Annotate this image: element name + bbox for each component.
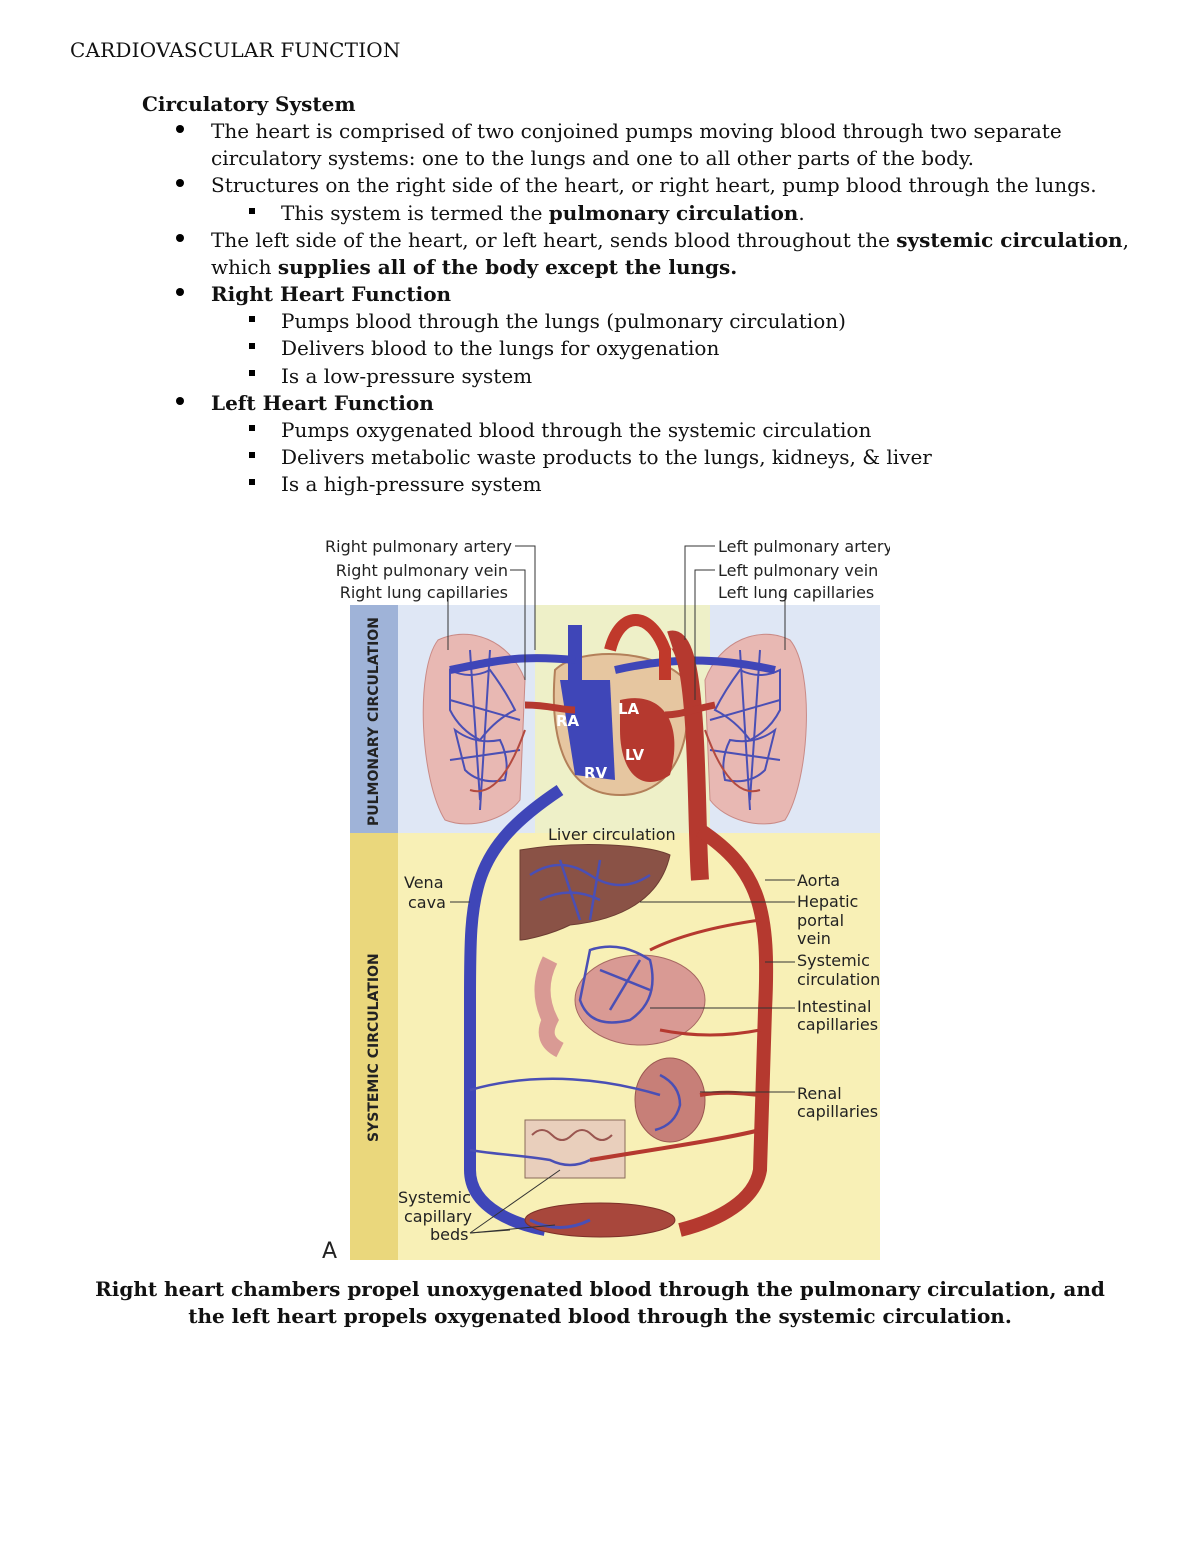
- bullet-3-line-1: The left side of the heart, or left heart, sends blood throughout the systemic circulation,: [211, 228, 1129, 252]
- left-heart-item: Delivers metabolic waste products to the lungs, kidneys, & liver: [281, 445, 932, 469]
- left-heart-heading: Left Heart Function: [211, 391, 434, 415]
- label-left-lung-capillaries: Left lung capillaries: [718, 583, 875, 602]
- bullet-2-sub: This system is termed the pulmonary circulation.: [281, 201, 805, 225]
- right-heart-item: Is a low-pressure system: [281, 364, 533, 388]
- bullet-2: Structures on the right side of the heart, or right heart, pump blood through the lungs.: [211, 173, 1097, 197]
- label-right-pulmonary-artery: Right pulmonary artery: [325, 537, 512, 556]
- left-heart-item: Pumps oxygenated blood through the systemic circulation: [281, 418, 872, 442]
- pulmonary-band-label: PULMONARY CIRCULATION: [366, 617, 382, 826]
- chamber-la: LA: [618, 700, 640, 718]
- intestines: [575, 955, 705, 1045]
- caption-line-2: the left heart propels oxygenated blood through the systemic circulation.: [188, 1304, 1012, 1328]
- label-vena-cava-2: cava: [408, 893, 446, 912]
- chamber-lv: LV: [625, 746, 645, 764]
- sub-bullet-square: [249, 452, 255, 458]
- label-capillary-beds-2: capillary: [404, 1207, 472, 1226]
- tissue-capillary-box: [525, 1120, 625, 1178]
- bullet-dot: [176, 397, 184, 405]
- bullet-1-line-2: circulatory systems: one to the lungs and one to all other parts of the body.: [211, 146, 974, 170]
- label-liver-circulation: Liver circulation: [548, 825, 676, 844]
- caption-line-1: Right heart chambers propel unoxygenated blood through the pulmonary circulation, and: [95, 1277, 1105, 1301]
- label-capillary-beds-3: beds: [430, 1225, 469, 1244]
- sub-bullet-square: [249, 479, 255, 485]
- label-right-pulmonary-vein: Right pulmonary vein: [335, 561, 508, 580]
- bullet-3-line-2: which supplies all of the body except the lungs.: [211, 255, 738, 279]
- label-aorta: Aorta: [797, 871, 841, 890]
- sub-bullet-square: [249, 370, 255, 376]
- label-intestinal-2: capillaries: [797, 1015, 879, 1034]
- muscle: [525, 1203, 675, 1237]
- label-renal: Renal: [797, 1084, 842, 1103]
- circulation-diagram: [320, 530, 890, 1265]
- label-right-lung-capillaries: Right lung capillaries: [339, 583, 508, 602]
- sub-bullet-square: [249, 208, 255, 214]
- label-left-pulmonary-vein: Left pulmonary vein: [718, 561, 879, 580]
- chamber-ra: RA: [556, 712, 580, 730]
- panel-letter: A: [322, 1239, 338, 1264]
- bullet-dot: [176, 125, 184, 133]
- document-title: CARDIOVASCULAR FUNCTION: [70, 38, 401, 62]
- right-heart-item: Delivers blood to the lungs for oxygenation: [281, 336, 720, 360]
- bullet-1-line-1: The heart is comprised of two conjoined pumps moving blood through two separate: [211, 119, 1062, 143]
- label-left-pulmonary-artery: Left pulmonary artery: [718, 537, 890, 556]
- label-renal-2: capillaries: [797, 1102, 879, 1121]
- right-heart-item: Pumps blood through the lungs (pulmonary circulation): [281, 309, 846, 333]
- bullet-dot: [176, 288, 184, 296]
- bullet-dot: [176, 179, 184, 187]
- section-title: Circulatory System: [142, 92, 356, 116]
- bullet-dot: [176, 234, 184, 242]
- chamber-rv: RV: [584, 764, 608, 782]
- right-heart-heading: Right Heart Function: [211, 282, 452, 306]
- label-hepatic: Hepatic: [797, 892, 859, 911]
- label-intestinal: Intestinal: [797, 997, 872, 1016]
- label-systemic-circulation-2: circulation: [797, 970, 881, 989]
- kidney: [635, 1058, 705, 1142]
- systemic-band-label: SYSTEMIC CIRCULATION: [366, 953, 382, 1142]
- label-hepatic-3: vein: [797, 929, 831, 948]
- label-hepatic-2: portal: [797, 911, 845, 930]
- left-heart-item: Is a high-pressure system: [281, 472, 542, 496]
- label-vena-cava: Vena: [404, 873, 444, 892]
- label-systemic-circulation: Systemic: [797, 951, 870, 970]
- sub-bullet-square: [249, 425, 255, 431]
- sub-bullet-square: [249, 316, 255, 322]
- label-capillary-beds: Systemic: [398, 1188, 471, 1207]
- sub-bullet-square: [249, 343, 255, 349]
